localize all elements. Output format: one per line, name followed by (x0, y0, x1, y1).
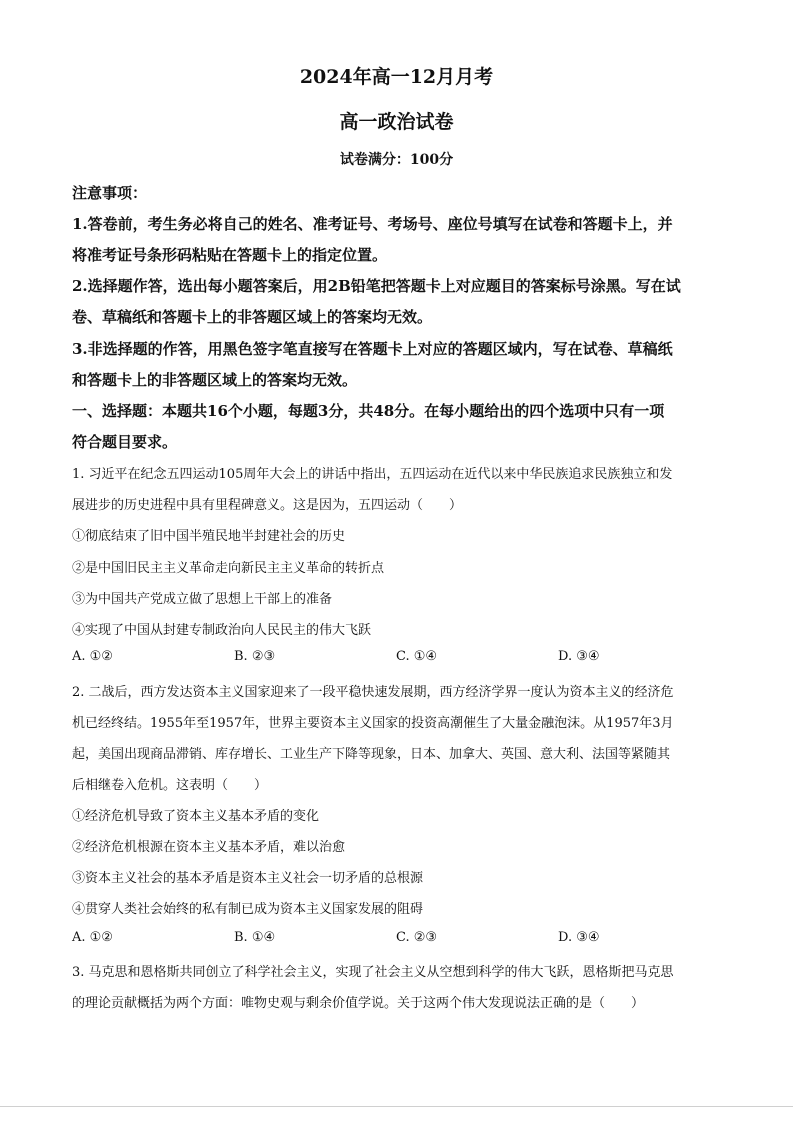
question-1-item: ③为中国共产党成立做了思想上干部上的准备 (72, 592, 333, 607)
question-1-stem: 展进步的历史进程中具有里程碑意义。这是因为，五四运动（ ） (72, 498, 463, 513)
subject-title: 高一政治试卷 (339, 111, 454, 133)
question-2-stem: 后相继卷入危机。这表明（ ） (72, 778, 268, 793)
note-line: 1.答卷前，考生务必将自己的姓名、准考证号、考场号、座位号填写在试卷和答题卡上，并 (72, 215, 673, 233)
question-2-item: ②经济危机根源在资本主义基本矛盾，难以治愈 (72, 840, 346, 855)
notes-heading: 注意事项： (72, 184, 148, 202)
question-2-stem: 起，美国出现商品滞销、库存增长、工业生产下降等现象，日本、加拿大、英国、意大利、法国等紧随其 (72, 747, 671, 762)
question-1-option-c: C. ①④ (396, 649, 438, 664)
question-2-stem: 2. 二战后，西方发达资本主义国家迎来了一段平稳快速发展期，西方经济学界一度认为资本主义的经济危 (72, 685, 674, 700)
question-2-item: ①经济危机导致了资本主义基本矛盾的变化 (72, 809, 320, 824)
question-1-option-a: A. ①② (72, 649, 113, 664)
section-heading: 一、选择题：本题共16个小题，每题3分，共48分。在每小题给出的四个选项中只有一项 (72, 402, 665, 420)
question-1-item: ②是中国旧民主主义革命走向新民主主义革命的转折点 (72, 561, 385, 576)
question-2-option-b: B. ①④ (234, 930, 276, 945)
footer-rule (0, 1106, 793, 1107)
question-1-option-d: D. ③④ (558, 649, 600, 664)
note-line: 2.选择题作答，选出每小题答案后，用2B铅笔把答题卡上对应题目的答案标号涂黑。写在试 (72, 277, 681, 295)
exam-title: 2024年高一12月月考 (299, 66, 494, 88)
full-score: 试卷满分：100分 (339, 152, 454, 168)
question-3-stem: 的理论贡献概括为两个方面：唯物史观与剩余价值学说。关于这两个伟大发现说法正确的是（ ） (72, 996, 645, 1011)
question-1-stem: 1. 习近平在纪念五四运动105周年大会上的讲话中指出，五四运动在近代以来中华民族追求民族独立和发 (72, 467, 673, 482)
question-2-stem: 机已经终结。1955年至1957年，世界主要资本主义国家的投资高潮催生了大量金融泡沫。从1957年3月 (72, 716, 674, 731)
question-1-item: ④实现了中国从封建专制政治向人民民主的伟大飞跃 (72, 623, 372, 638)
question-3-stem: 3. 马克思和恩格斯共同创立了科学社会主义，实现了社会主义从空想到科学的伟大飞跃，恩格斯把马克思 (72, 965, 674, 980)
note-line: 3.非选择题的作答，用黑色签字笔直接写在答题卡上对应的答题区域内，写在试卷、草稿纸 (72, 340, 673, 358)
question-2-item: ③资本主义社会的基本矛盾是资本主义社会一切矛盾的总根源 (72, 871, 424, 886)
section-heading: 符合题目要求。 (72, 433, 178, 451)
question-2-option-c: C. ②③ (396, 930, 438, 945)
question-2-option-a: A. ①② (72, 930, 113, 945)
note-line: 将准考证号条形码粘贴在答题卡上的指定位置。 (72, 246, 388, 264)
question-1-option-b: B. ②③ (234, 649, 276, 664)
note-line: 卷、草稿纸和答题卡上的非答题区域上的答案均无效。 (72, 308, 433, 326)
note-line: 和答题卡上的非答题区域上的答案均无效。 (72, 371, 358, 389)
question-2-option-d: D. ③④ (558, 930, 600, 945)
question-1-item: ①彻底结束了旧中国半殖民地半封建社会的历史 (72, 529, 346, 544)
question-2-item: ④贯穿人类社会始终的私有制已成为资本主义国家发展的阻碍 (72, 902, 424, 917)
